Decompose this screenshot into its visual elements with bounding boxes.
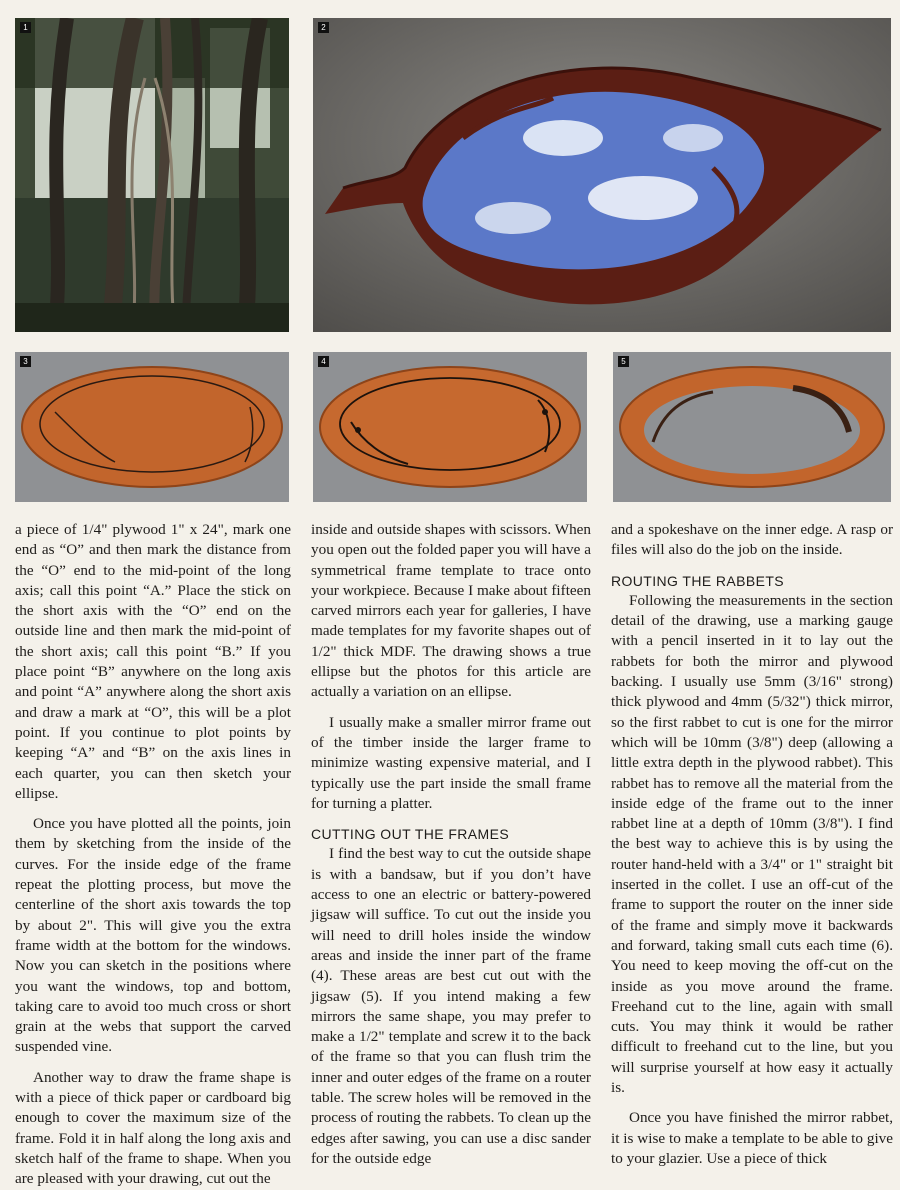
photo-number: 4 — [318, 356, 329, 367]
section-heading: ROUTING THE RABBETS — [611, 572, 785, 589]
paragraph: inside and outside shapes with scissors. When you open out the folded paper you will have a symmetrical frame template to trace onto your workpiece. Because I make about fifteen carved mirrors each year for galleries, I have made templates for my favorite shapes out of 1/2" thick MDF. The drawing shows a true ellipse but the photos for this article are actually a variation on an ellipse. — [311, 521, 591, 701]
text-column-left — [15, 520, 291, 1190]
photo-number: 2 — [318, 22, 329, 33]
photo-leaf-mirror — [313, 18, 891, 332]
photo-number: 1 — [20, 22, 31, 33]
paragraph: I find the best way to cut the outside shape is with a bandsaw, but if you don’t have access to one an electric or battery-powered jigsaw will suffice. To cut out the inside you will need to drill holes inside the window areas and inside the inner part of the frame (4). These areas are best cut out with the jigsaw (5). If you intend making a few mirrors the same shape, you may prefer to make a 1/2" template and screw it to the back of the frame so that you can flush trim the inner and outer edges of the frame on a router table. The screw holes will be removed in the process of routing the rabbets. To clean up the edges after sawing, you can use a disc sander for the outside edge — [311, 845, 591, 1167]
paragraph: I usually make a smaller mirror frame out of the timber inside the larger frame to minimize wasting expensive material, and I typically use the part inside the small frame for turning a platter. — [311, 713, 591, 812]
photo-forest-vines — [15, 18, 289, 332]
forest-image — [15, 18, 289, 332]
paragraph: Once you have plotted all the points, join them by sketching from the inside of the curves. For the inside edge of the frame repeat the plotting process, but move the centerline of the short axis towards the top by about 2". This will give you the extra frame width at the bottom for the windows. Now you can sketch in the positions where you want the windows, top and bottom, taking care to avoid too much cross or short grain at the webs that support the carved suspended vine. — [15, 815, 291, 1056]
drilled-blank-image — [313, 352, 587, 502]
paragraph: Another way to draw the frame shape is with a piece of thick paper or cardboard big enough to cover the maximum size of the frame. Fold it in half along the long axis and sketch half of the frame to shape. When you are pleased with your drawing, cut out the — [15, 1068, 291, 1188]
photo-cut-frame — [613, 352, 891, 502]
cut-frame-image — [613, 352, 891, 502]
paragraph: Following the measurements in the section detail of the drawing, use a marking gauge with a pencil inserted in it to lay out the rabbets for both the mirror and plywood backing. I usually use 5mm (3/16" strong) thick plywood and 4mm (5/32") thick mirror, so the first rabbet to cut is one for the mirror which will be 10mm (3/8") deep (allowing a little extra depth in the plywood rabbet). This rabbet has to remove all the material from the inside edge of the frame out to the inner rabbet line at a depth of 10mm (3/8"). I find the best way to achieve this is by using the router hand-held with a 3/4" or 1" straight bit inserted in the collet. I use an off-cut of the frame to support the router on the inner side of the frame and simply move it backwards and forward, taking small cuts each time (6). You need to keep moving the off-cut on the inside as you move around the frame. Freehand cut to the line, again with small cuts. You may think it would be rather difficult to freehand cut to the line, but you will surprise yourself at how easy it actually is. — [611, 591, 893, 1097]
paragraph: and a spokeshave on the inner edge. A rasp or files will also do the job on the inside. — [611, 521, 893, 559]
marked-blank-image — [15, 352, 289, 502]
paragraph: Once you have finished the mirror rabbet, it is wise to make a template to be able to give to your glazier. Use a piece of thick — [611, 1109, 893, 1167]
section-heading: CUTTING OUT THE FRAMES — [311, 826, 510, 843]
text-column-right — [611, 520, 893, 1169]
photo-number: 5 — [618, 356, 629, 367]
leaf-mirror-image — [313, 18, 891, 332]
text-column-middle — [311, 520, 591, 1169]
photo-number: 3 — [20, 356, 31, 367]
photo-drilled-blank — [313, 352, 587, 502]
photo-marked-blank — [15, 352, 289, 502]
paragraph: a piece of 1/4" plywood 1" x 24", mark one end as “O” and then mark the distance from the “O” end to the mid-point of the long axis; call this point “A.” Place the stick on the short axis with the “O” end on the outside line and then mark the mid-point of the short axis; call this point “B.” If you place point “B” anywhere on the long axis and point “A” anywhere along the short axis and draw a mark at “O”, this will be a plot point. If you continue to plot points by keeping “A” and “B” on the axis lines in each quarter, you can then sketch your ellipse. — [15, 521, 291, 802]
